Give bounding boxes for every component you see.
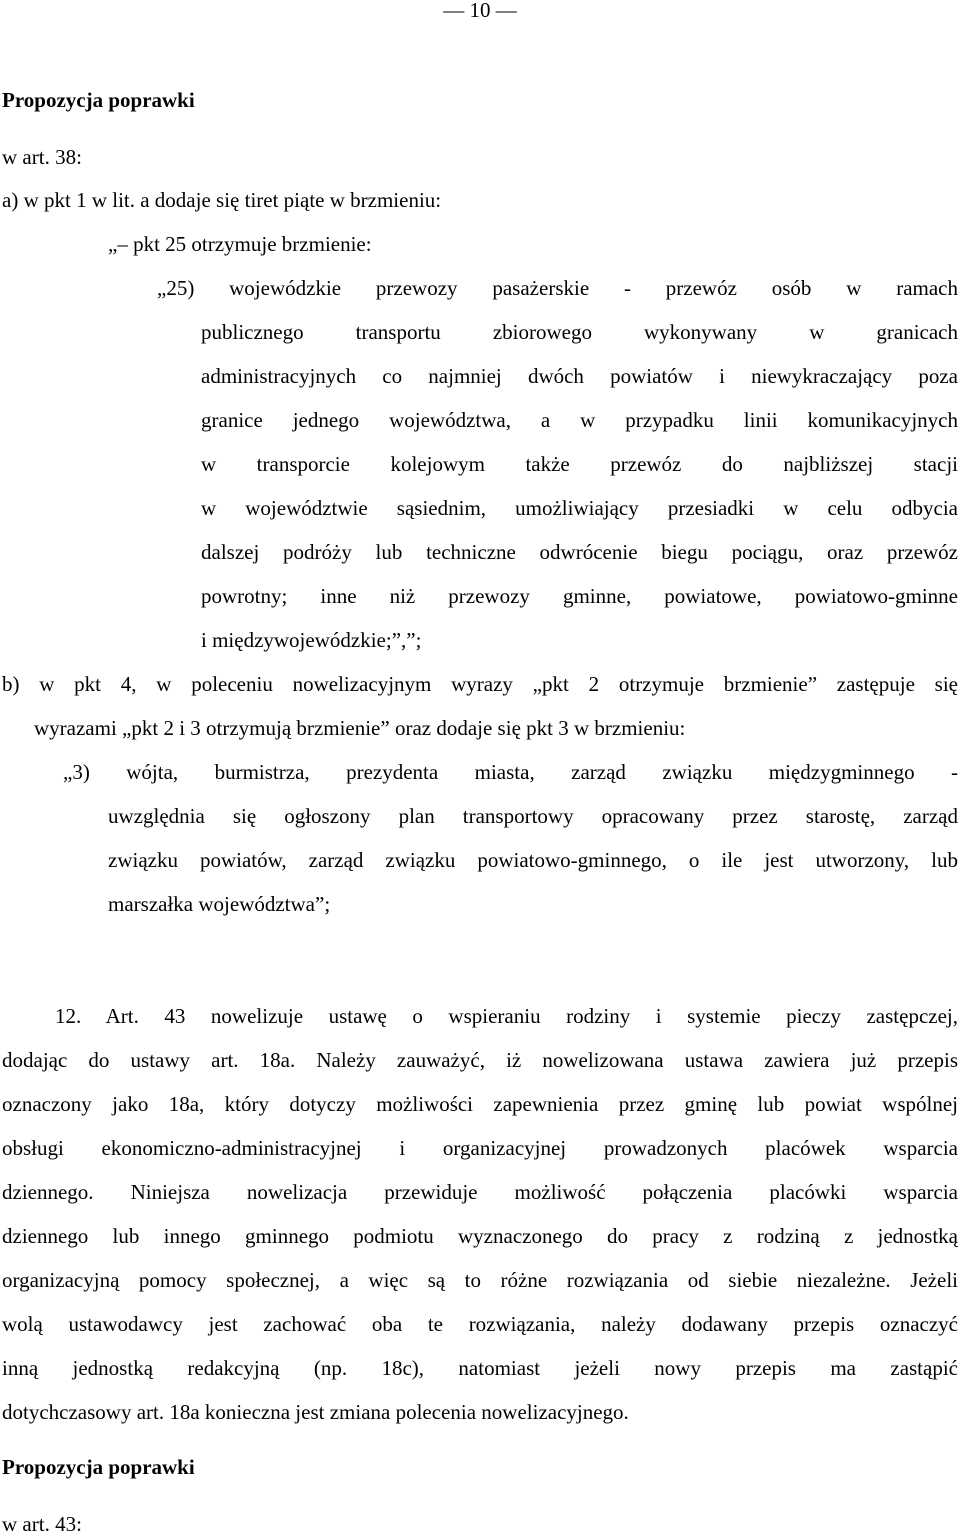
tiret-line: „– pkt 25 otrzymuje brzmienie: [108,232,372,256]
amendment-item-b: wyrazami „pkt 2 i 3 otrzymują brzmienie” oraz dodaje się pkt 3 w brzmieniu: [34,716,686,740]
paragraph-12-line: dodając do ustawy art. 18a. Należy zauważyć, iż nowelizowana ustawa zawiera już przepis [2,1048,958,1072]
amendment-item-b: b) w pkt 4, w poleceniu nowelizacyjnym wyrazy „pkt 2 otrzymuje brzmienie” zastępuje się [2,672,958,696]
pkt25-line: granice jednego województwa, a w przypadku linii komunikacyjnych [201,408,958,432]
pkt3-line: uwzględnia się ogłoszony plan transportowy opracowany przez starostę, zarząd [108,804,958,828]
paragraph-12-line: obsługi ekonomiczno-administracyjnej i organizacyjnej prowadzonych placówek wsparcia [2,1136,958,1160]
pkt3-line: „3) wójta, burmistrza, prezydenta miasta, zarząd związku międzygminnego - [63,760,958,784]
pkt25-line: dalszej podróży lub techniczne odwrócenie biegu pociągu, oraz przewóz [201,540,958,564]
paragraph-12-line: wolą ustawodawcy jest zachować oba te rozwiązania, należy dodawany przepis oznaczyć [2,1312,958,1336]
pkt25-line: w transporcie kolejowym także przewóz do najbliższej stacji [201,452,958,476]
paragraph-12-line: dotychczasowy art. 18a konieczna jest zmiana polecenia nowelizacyjnego. [2,1400,629,1424]
paragraph-12-line: oznaczony jako 18a, który dotyczy możliwości zapewnienia przez gminę lub powiat wspólnej [2,1092,958,1116]
paragraph-12-line: organizacyjną pomocy społecznej, a więc są to różne rozwiązania od siebie niezależne. Jeżeli [2,1268,958,1292]
pkt3-line: marszałka województwa”; [108,892,331,916]
section-heading: Propozycja poprawki [2,1455,195,1479]
pkt25-line: w województwie sąsiednim, umożliwiający przesiadki w celu odbycia [201,496,958,520]
article-reference: w art. 43: [2,1512,82,1536]
pkt3-line: związku powiatów, zarząd związku powiatowo-gminnego, o ile jest utworzony, lub [108,848,958,872]
amendment-item-a: a) w pkt 1 w lit. a dodaje się tiret piąte w brzmieniu: [2,188,442,212]
section-heading: Propozycja poprawki [2,88,195,112]
paragraph-12-line: 12. Art. 43 nowelizuje ustawę o wspieraniu rodziny i systemie pieczy zastępczej, [55,1004,958,1028]
pkt25-line: i międzywojewódzkie;”,”; [201,628,422,652]
paragraph-12-line: inną jednostką redakcyjną (np. 18c), natomiast jeżeli nowy przepis ma zastąpić [2,1356,958,1380]
pkt25-line: powrotny; inne niż przewozy gminne, powiatowe, powiatowo-gminne [201,584,958,608]
pkt25-line: administracyjnych co najmniej dwóch powiatów i niewykraczający poza [201,364,958,388]
pkt25-line: publicznego transportu zbiorowego wykonywany w granicach [201,320,958,344]
paragraph-12-line: dziennego. Niniejsza nowelizacja przewiduje możliwość połączenia placówki wsparcia [2,1180,958,1204]
article-reference: w art. 38: [2,145,82,169]
pkt25-line: „25) wojewódzkie przewozy pasażerskie - przewóz osób w ramach [157,276,958,300]
page-number: — 10 — [443,0,517,22]
paragraph-12-line: dziennego lub innego gminnego podmiotu wyznaczonego do pracy z rodziną z jednostką [2,1224,958,1248]
